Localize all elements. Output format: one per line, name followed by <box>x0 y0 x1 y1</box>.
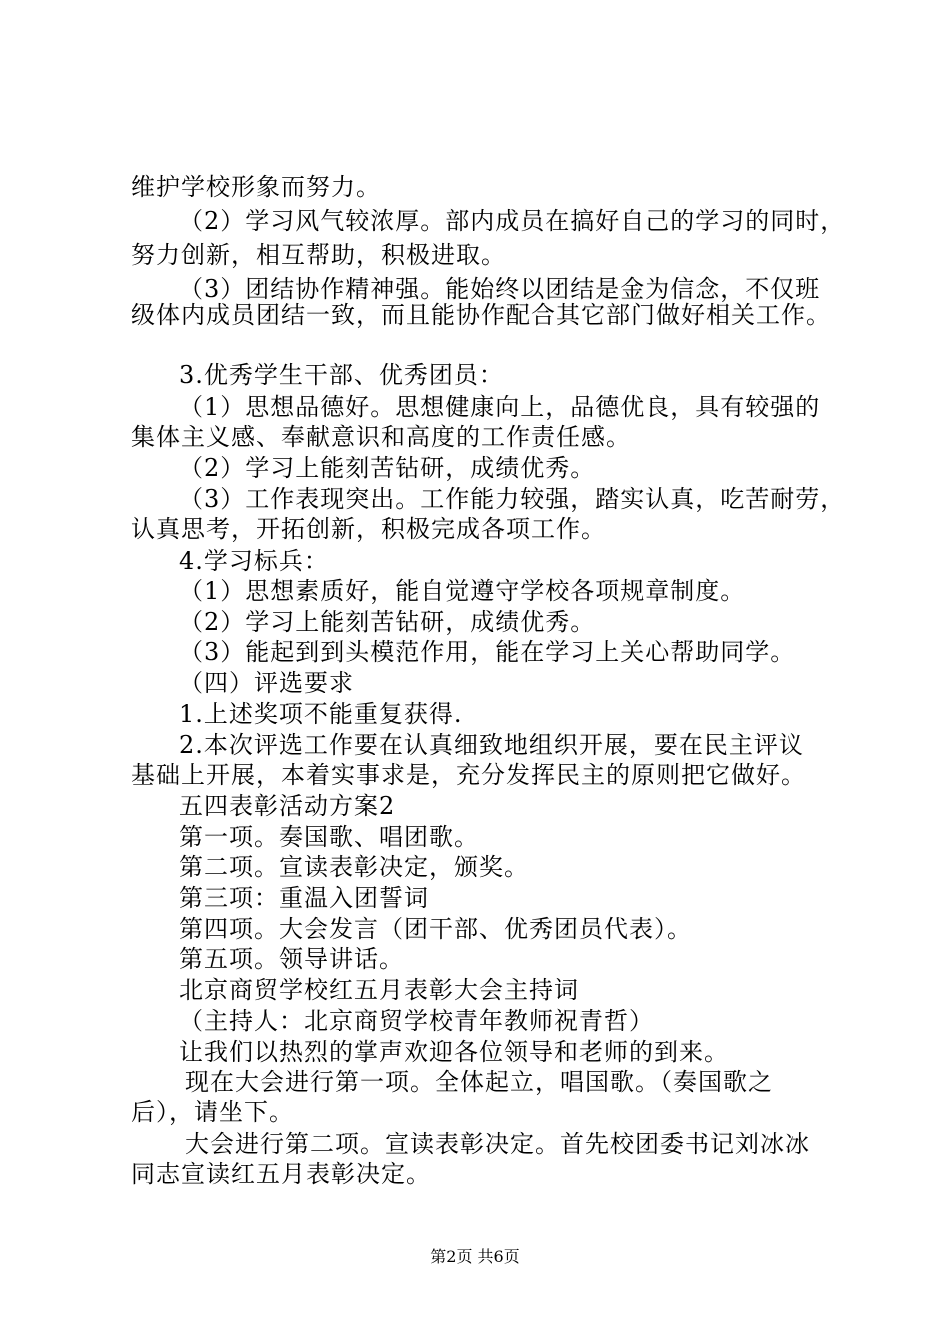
section-heading: 3.优秀学生干部、优秀团员： <box>179 361 504 389</box>
text-line: 2.本次评选工作要在认真细致地组织开展，要在民主评议 <box>179 731 804 759</box>
text-line: 第四项。大会发言（团干部、优秀团员代表）。 <box>179 915 692 943</box>
text-line: 第二项。宣读表彰决定，颁奖。 <box>179 853 529 881</box>
text-line: 第一项。奏国歌、唱团歌。 <box>179 823 479 851</box>
text-line: （主持人：北京商贸学校青年教师祝青哲） <box>179 1007 654 1035</box>
text-line: 让我们以热烈的掌声欢迎各位领导和老师的到来。 <box>179 1038 729 1066</box>
section-heading: 4.学习标兵： <box>179 547 329 575</box>
text-line: （1）思想品德好。思想健康向上，品德优良，具有较强的 <box>179 393 821 421</box>
text-line: 大会进行第二项。宣读表彰决定。首先校团委书记刘冰冰 <box>185 1130 810 1158</box>
text-line: 1.上述奖项不能重复获得. <box>179 700 463 728</box>
text-line: 认真思考，开拓创新，积极完成各项工作。 <box>131 515 606 543</box>
text-line: 维护学校形象而努力。 <box>131 173 381 201</box>
text-line: 第三项：重温入团誓词 <box>179 884 429 912</box>
text-line: 现在大会进行第一项。全体起立，唱国歌。（奏国歌之 <box>185 1068 773 1096</box>
text-line: （2）学习上能刻苦钻研，成绩优秀。 <box>179 454 596 482</box>
text-line: （3）工作表现突出。工作能力较强，踏实认真，吃苦耐劳， <box>179 485 846 513</box>
text-line: （3）能起到到头模范作用，能在学习上关心帮助同学。 <box>179 638 796 666</box>
text-line: （2）学习风气较浓厚。部内成员在搞好自己的学习的同时， <box>179 207 846 235</box>
page-number-footer: 第2页 共6页 <box>430 1247 520 1266</box>
text-line: 努力创新，相互帮助，积极进取。 <box>131 241 506 269</box>
text-line: （3）团结协作精神强。能始终以团结是金为信念，不仅班 <box>179 275 821 303</box>
text-line: 同志宣读红五月表彰决定。 <box>131 1160 431 1188</box>
text-line: 后），请坐下。 <box>131 1098 294 1126</box>
text-line: 集体主义感、奉献意识和高度的工作责任感。 <box>131 423 631 451</box>
section-heading: （四）评选要求 <box>179 669 354 697</box>
text-line: 第五项。领导讲话。 <box>179 945 404 973</box>
section-heading: 五四表彰活动方案2 <box>179 792 396 820</box>
text-line: 级体内成员团结一致，而且能协作配合其它部门做好相关工作。 <box>131 301 831 329</box>
text-line: （1）思想素质好，能自觉遵守学校各项规章制度。 <box>179 577 746 605</box>
text-line: 基础上开展，本着实事求是，充分发挥民主的原则把它做好。 <box>131 761 806 789</box>
text-line: （2）学习上能刻苦钻研，成绩优秀。 <box>179 608 596 636</box>
section-heading: 北京商贸学校红五月表彰大会主持词 <box>179 976 579 1004</box>
